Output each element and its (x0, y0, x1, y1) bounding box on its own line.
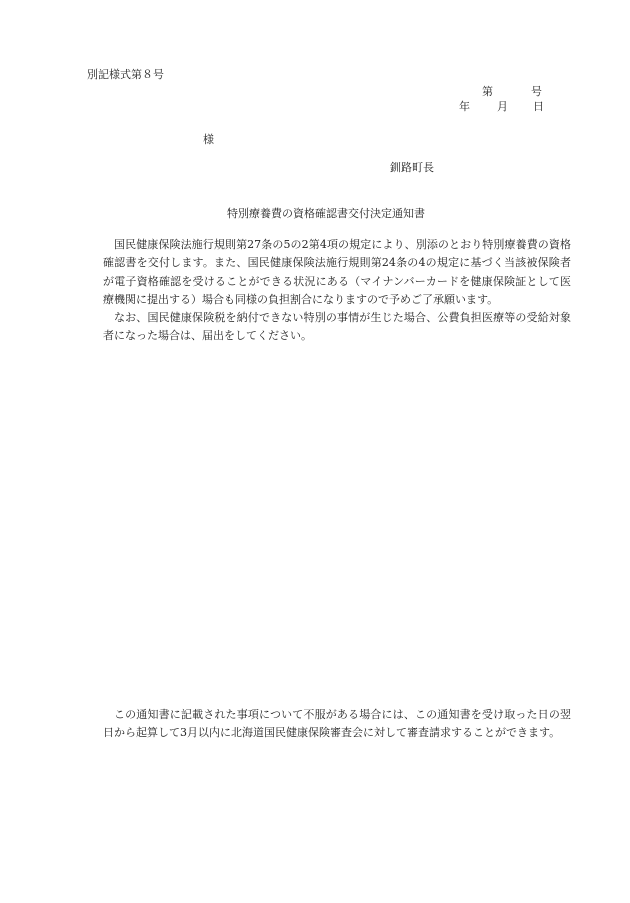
date-day-label: 日 (533, 100, 544, 113)
document-title: 特別療養費の資格確認書交付決定通知書 (227, 207, 425, 220)
body-paragraph-notification-duty: なお、国民健康保険税を納付できない特別の事情が生じた場合、公費負担医療等の受給対象者になった場合は、届出をしてください。 (103, 311, 571, 343)
date-month-label: 月 (497, 100, 508, 113)
body-paragraph-legal-basis: 国民健康保険法施行規則第27条の5の2第4項の規定により、別添のとおり特別療養費の資格確認書を交付します。また、国民健康保険法施行規則第24条の4の規定に基づく当該被保険者が電子資格確認を受けることができる状況にある（マイナンバーカードを健康保険証として医療機関に提出する）場合も同様の負担割合になりますので予めご了承願います。 (103, 238, 571, 306)
form-label: 別記様式第８号 (87, 68, 164, 81)
issuer-name: 釧路町長 (390, 161, 434, 174)
date-year-label: 年 (459, 100, 470, 113)
number-suffix: 号 (531, 85, 542, 98)
appeal-notice-text: この通知書に記載された事項について不服がある場合には、この通知書を受け取った日の翌日から起算して3月以内に北海道国民健康保険審査会に対して審査請求することができます。 (103, 708, 571, 740)
number-prefix: 第 (482, 85, 493, 98)
body-text (103, 236, 571, 346)
appeal-notice (103, 706, 571, 743)
recipient-honorific: 様 (203, 133, 214, 146)
